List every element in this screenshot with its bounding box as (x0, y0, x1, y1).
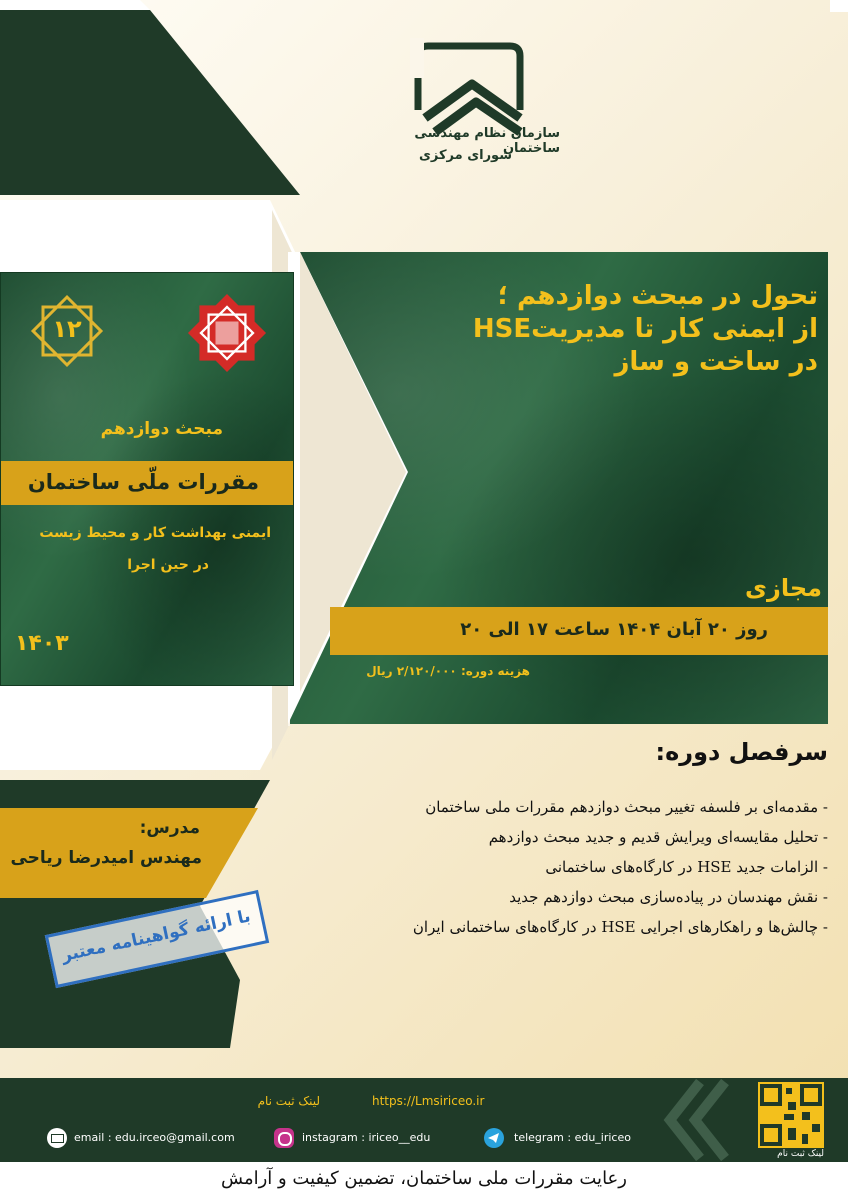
footer-chevrons-icon (640, 1078, 740, 1162)
slogan: رعایت مقررات ملی ساختمان، تضمین کیفیت و آرامش (221, 1168, 627, 1189)
instructor-label: مدرس: (139, 818, 200, 838)
course-title-line3: در ساخت و ساز (614, 347, 818, 377)
course-title-line1: تحول در مبحث دوازدهم ؛ (497, 281, 818, 311)
qr-code[interactable] (758, 1082, 824, 1148)
emblem-icon (181, 287, 273, 379)
telegram-icon (484, 1128, 504, 1148)
instructor-name: مهندس امیدرضا ریاحی (10, 848, 202, 868)
course-mode: مجازی (745, 574, 822, 602)
book-subject: مبحث دوازدهم (100, 419, 223, 439)
book-title-bar (1, 461, 293, 505)
qr-code-icon (758, 1082, 824, 1148)
course-date-time: روز ۲۰ آبان ۱۴۰۴ ساعت ۱۷ الی ۲۰ (460, 619, 768, 640)
stamp-text: با ارائه گواهینامه معتبر (59, 906, 253, 966)
course-fee: هزینه دوره: ۲/۱۲۰/۰۰۰ ریال (366, 664, 530, 678)
org-logo (380, 38, 590, 188)
syllabus-list (262, 792, 828, 942)
telegram-handle[interactable]: telegram : edu_iriceo (514, 1131, 631, 1144)
syllabus-item: - تحلیل مقایسه‌ای ویرایش قدیم و جدید مبحث دوازدهم (488, 828, 828, 846)
registration-url[interactable]: https://Lmsiriceo.ir (372, 1094, 485, 1108)
email-icon (47, 1128, 67, 1148)
logo-mark-icon (380, 38, 590, 138)
syllabus-heading: سرفصل دوره: (655, 738, 828, 766)
registration-label: لینک ثبت نام (257, 1094, 320, 1108)
book-number: ۱۲ (52, 315, 82, 343)
course-title (420, 280, 818, 379)
book-subtitle-line1: ایمنی بهداشت کار و محیط زیست (39, 525, 271, 541)
top-left-panel (0, 0, 300, 200)
email-address[interactable]: email : edu.irceo@gmail.com (74, 1131, 235, 1144)
book-title: مقررات ملّی ساختمان (27, 470, 259, 494)
syllabus-item: - چالش‌ها و راهکارهای اجرایی HSE در کارگاه‌های ساختمانی ایران (412, 918, 828, 936)
instagram-icon (274, 1128, 294, 1148)
book-year: ۱۴۰۳ (15, 631, 69, 656)
syllabus-item: - نقش مهندسان در پیاده‌سازی مبحث دوازدهم جدید (509, 888, 828, 906)
book-subtitle-line2: در حین اجرا (127, 557, 209, 573)
instagram-handle[interactable]: instagram : iriceo__edu (302, 1131, 431, 1144)
corner-accent (830, 0, 848, 12)
syllabus-item: - مقدمه‌ای بر فلسفه تغییر مبحث دوازدهم مقررات ملی ساختمان (425, 798, 828, 816)
syllabus-item: - الزامات جدید HSE در کارگاه‌های ساختمانی (545, 858, 828, 876)
org-name-line2: شورای مرکزی (418, 148, 512, 163)
course-title-line2: از ایمنی کار تا مدیریتHSE (472, 314, 818, 344)
book-cover (0, 272, 294, 686)
date-bar (330, 607, 828, 655)
org-name-line1: سازمان نظام مهندسی ساختمان (414, 126, 560, 156)
qr-label: لینک ثبت نام (777, 1149, 824, 1159)
